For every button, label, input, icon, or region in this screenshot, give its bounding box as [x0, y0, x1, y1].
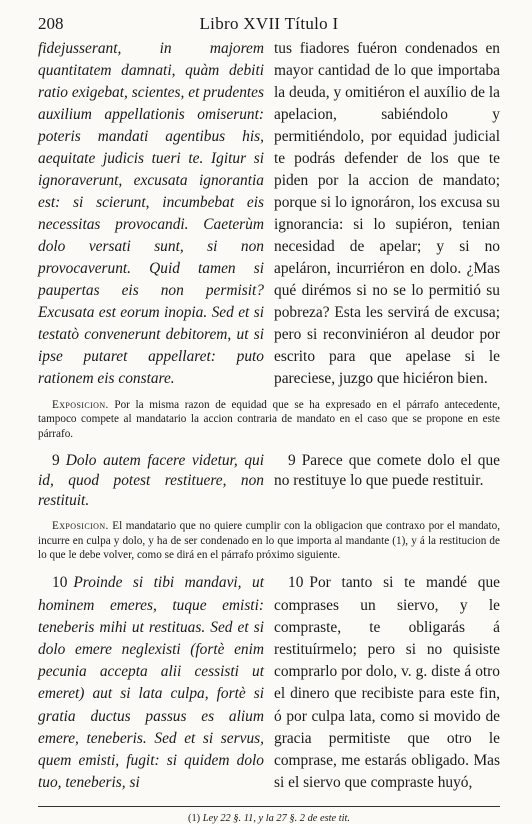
footnote-marker: (1)	[187, 813, 201, 824]
latin-column: fidejusserant, in majorem quantitatem damnati, quàm debiti ratio exigebat, scientes, et prudentes auxilium appellationis omiserunt: poteris mandati agentibus his, aequitate judicis tueri te. Igitur si ignoraverunt, excusata ignorantia est: si scierunt, incumbebat eis necessitas provocandi. Caeterùm dolo versati sunt, si non provocaverunt. Quid tamen si paupertas eis non permisit? Excusata est eorum inopia. Sed et si testatò convenerunt debitorem, ut si ipse putaret appellaret: puto rationem eis constare.	[38, 40, 264, 387]
latin-text: Proinde si tibi mandavi, ut hominem emeres, tuque emisti: teneberis mihi ut restituas. Sed et si dolo emere neglexisti (fortè enim pecunia accepta alii cessisti ut emeret) aut si lata culpa, fortè si gratia ductus passus es alium emere, teneberis. Sed et si servus, quem emisti, fugit: si quidem dolo tuo, teneberis, si	[38, 574, 264, 792]
exposition-text: Por la misma razon de equidad que se ha expresado en el párrafo antecedente, tampoco compete al mandatario la accion contraria de mandato en el caso que se propone en este párrafo.	[38, 399, 500, 440]
book-page	[38, 14, 501, 824]
paragraph-number: 10	[288, 574, 304, 592]
spanish-column	[274, 451, 500, 511]
section-9	[38, 451, 500, 511]
exposition-label: Exposicion.	[52, 520, 109, 533]
running-title: Libro XVII Título I	[199, 14, 339, 33]
footnote	[38, 813, 500, 824]
exposition-text: El mandatario que no quiere cumplir con la obligacion que contraxo por el mandato, incurre en culpa y dolo, y ha de ser condenado en lo que importa al mandante (1), y á la restitucion de lo que le debe volver, como se dirá en el párrafo próximo siguiente.	[38, 520, 501, 562]
page-number: 208	[38, 14, 64, 33]
latin-text: Dolo autem facere videtur, qui id, quod potest restituere, non restituit.	[38, 452, 264, 510]
latin-column	[38, 572, 264, 794]
footnote-divider	[38, 806, 500, 807]
spanish-column: tus fiadores fuéron condenados en mayor cantidad de lo que importaba la deuda, y omitiéron el auxílio de la apelacion, sabiéndolo y permitiéndolo, por equidad judicial te podrás defender de los que te piden por la accion de mandato; porque si lo ignoráron, los excusa su ignorancia: si lo supiéron, tenian necesidad de apelar; y si no apeláron, incurriéron en dolo. ¿Mas qué dirémos si no se lo permitió su pobreza? Esta les servirá de excusa; pero si reconviniéron al deudor por escrito para que apelase si le pareciese, juzgo que hiciéron bien.	[274, 40, 500, 387]
section-10	[38, 572, 500, 794]
exposition-paragraph	[38, 398, 500, 441]
exposition-paragraph	[38, 519, 500, 562]
spanish-column	[274, 572, 500, 794]
page-header	[38, 14, 500, 38]
spanish-text: Por tanto si te mandé que comprases un siervo, y le compraste, te obligarás á restituírmelo; pero si no quisiste comprarlo por dolo, v. g. diste á otro el dinero que recibiste para este fin, ó por culpa lata, como si movido de gracia permitiste que otro le comprase, me estarás obligado. Mas si el siervo que compraste huyó,	[274, 574, 500, 792]
section-continuation	[38, 38, 500, 390]
paragraph-number: 9	[288, 452, 296, 470]
spanish-text: Parece que comete dolo el que no restituye lo que puede restituir.	[274, 452, 500, 490]
latin-column	[38, 451, 264, 511]
paragraph-number: 9	[52, 452, 60, 470]
exposition-label: Exposicion.	[52, 399, 109, 411]
footnote-text: Ley 22 §. 11, y la 27 §. 2 de este tit.	[202, 813, 350, 824]
paragraph-number: 10	[52, 574, 68, 592]
